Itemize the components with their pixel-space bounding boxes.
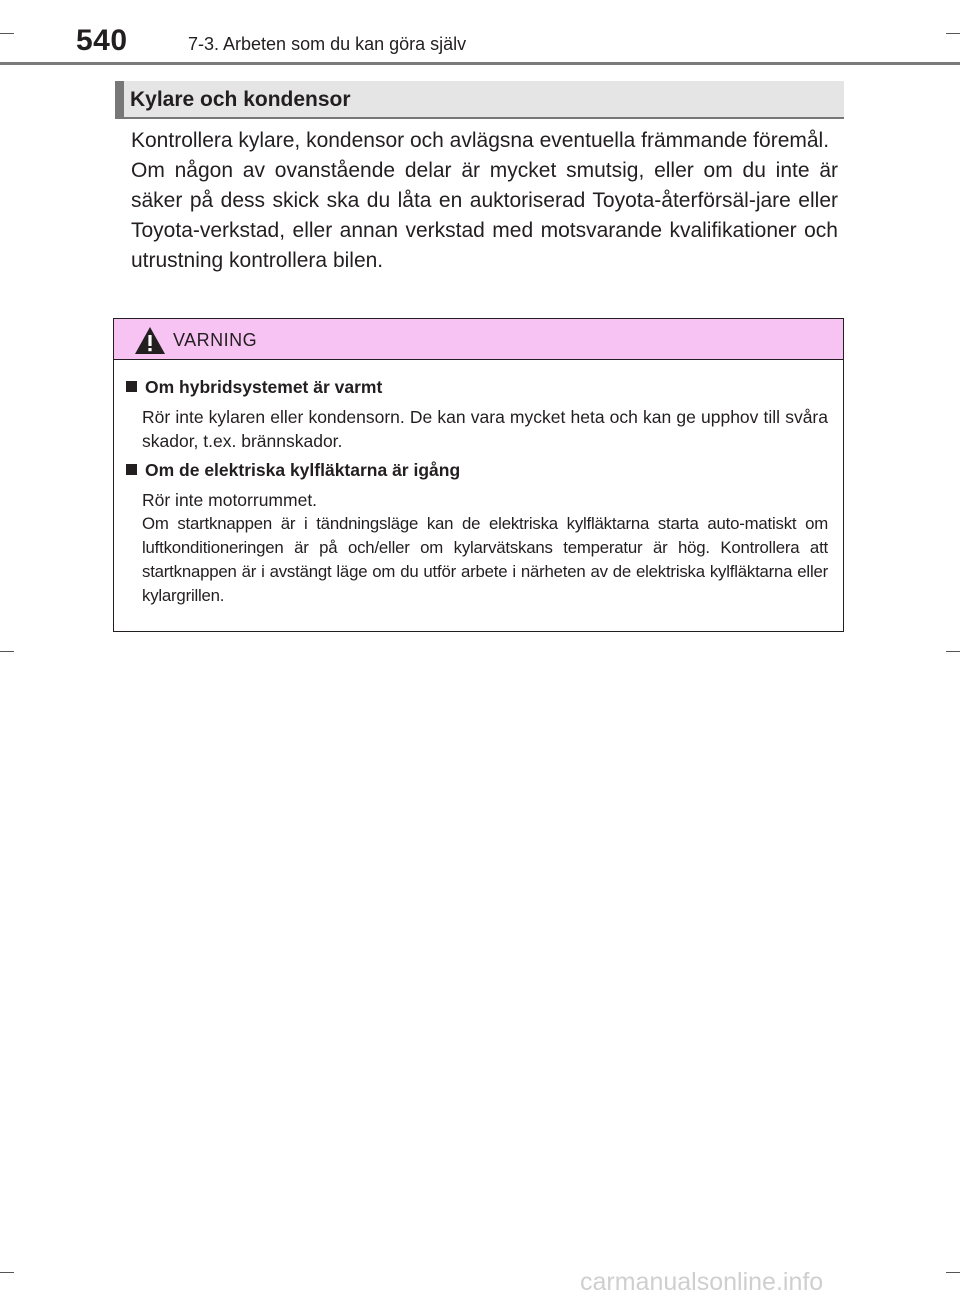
- warning-item-title: [126, 377, 382, 398]
- body-paragraph: Kontrollera kylare, kondensor och avlägsna eventuella främmande föremål.: [131, 129, 830, 152]
- crop-mark: [0, 1272, 14, 1273]
- warning-triangle-icon: [134, 326, 166, 355]
- chapter-title: 7-3. Arbeten som du kan göra själv: [188, 34, 467, 54]
- warning-item-title-text: Om hybridsystemet är varmt: [145, 377, 383, 397]
- warning-paragraph: Rör inte kylaren eller kondensorn. De kan vara mycket heta och kan ge upphov till svåra skador, t.ex. brännskador.: [142, 407, 828, 451]
- warning-paragraph: Rör inte motorrummet.: [142, 490, 318, 510]
- warning-box: [113, 318, 844, 632]
- warning-item-text: [142, 488, 828, 608]
- crop-mark: [946, 1272, 960, 1273]
- page-number: 540: [76, 24, 128, 57]
- crop-mark: [0, 651, 14, 652]
- bullet-square-icon: [126, 464, 137, 475]
- page-header: [0, 0, 960, 64]
- heading-accent-bar: [115, 81, 124, 117]
- bullet-square-icon: [126, 381, 137, 392]
- warning-label: VARNING: [173, 330, 258, 350]
- body-paragraph: Om någon av ovanstående delar är mycket smutsig, eller om du inte är säker på dess skick ska du låta en auktoriserad Toyota-återförsäl-jare eller Toyota-verkstad, eller annan verkstad med motsvarande kvalifikationer och utrustning kontrollera bilen.: [131, 159, 838, 272]
- header-rule: [0, 62, 960, 65]
- warning-item-title: [126, 460, 460, 481]
- warning-item-text: [142, 405, 828, 453]
- warning-header: [114, 319, 843, 360]
- watermark: carmanualsonline.info: [580, 1268, 824, 1296]
- section-body: [131, 126, 838, 276]
- section-heading-text: Kylare och kondensor: [130, 88, 351, 111]
- crop-mark: [946, 651, 960, 652]
- warning-item-title-text: Om de elektriska kylfläktarna är igång: [145, 460, 461, 480]
- warning-paragraph: Om startknappen är i tändningsläge kan de elektriska kylfläktarna starta auto-matiskt om luftkonditioneringen är på och/eller om kylarvätskans temperatur är hög. Kontrollera att startknappen är i avstängt läge om du utför arbete i närheten av de elektriska kylfläktarna eller kylargrillen.: [142, 514, 828, 605]
- section-heading: [115, 81, 844, 119]
